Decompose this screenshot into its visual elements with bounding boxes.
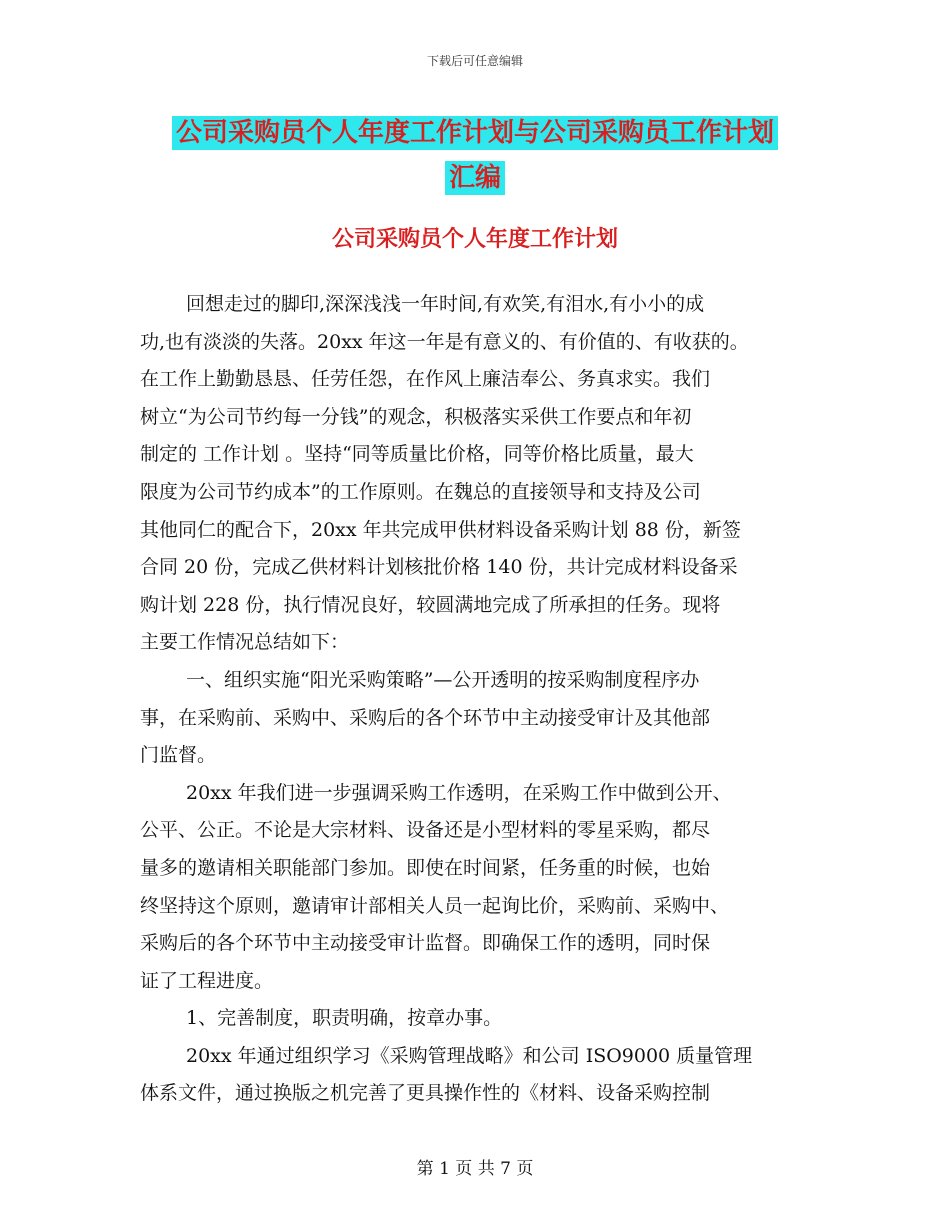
text-line: 制定的 工作计划 。坚持“同等质量比价格，同等价格比质量，最大 [140, 443, 694, 466]
page-footer: 第 1 页 共 7 页 [416, 1159, 534, 1179]
text-line: 树立“为公司节约每一分钱”的观念，积极落实采供工作要点和年初 [140, 405, 692, 428]
title-highlight: 汇编 [445, 161, 505, 195]
text-line: 回想走过的脚印,深深浅浅一年时间,有欢笑,有泪水,有小小的成 [186, 293, 705, 315]
text-line: 20xx 年我们进一步强调采购工作透明，在采购工作中做到公开、 [186, 781, 732, 804]
text-line: 在工作上勤勤恳恳、任劳任怨，在作风上廉洁奉公、务真求实。我们 [140, 368, 711, 391]
document-title-line-2 [0, 157, 950, 194]
section-title: 公司采购员个人年度工作计划 [331, 227, 618, 252]
text-line: 采购后的各个环节中主动接受审计监督。即确保工作的透明，同时保 [140, 932, 711, 955]
text-line: 事，在采购前、采购中、采购后的各个环节中主动接受审计及其他部 [140, 706, 711, 729]
document-title-line-1 [0, 112, 950, 149]
text-line: 一、组织实施“阳光采购策略”—公开透明的按采购制度程序办 [186, 668, 700, 691]
text-line: 20xx 年通过组织学习《采购管理战略》和公司 ISO9000 质量管理 [186, 1044, 753, 1067]
text-line: 门监督。 [140, 744, 217, 767]
text-line: 其他同仁的配合下，20xx 年共完成甲供材料设备采购计划 88 份，新签 [140, 518, 741, 541]
text-line: 主要工作情况总结如下： [140, 631, 350, 654]
text-line: 1、完善制度，职责明确，按章办事。 [186, 1007, 503, 1030]
text-line: 公平、公正。不论是大宗材料、设备还是小型材料的零星采购，都尽 [140, 819, 711, 842]
text-line: 量多的邀请相关职能部门参加。即使在时间紧，任务重的时候，也始 [140, 856, 711, 879]
text-line: 限度为公司节约成本”的工作原则。在魏总的直接领导和支持及公司 [140, 480, 701, 503]
text-line: 购计划 228 份，执行情况良好，较圆满地完成了所承担的任务。现将 [140, 593, 721, 616]
text-line: 功,也有淡淡的失落。20xx 年这一年是有意义的、有价值的、有收获的。 [140, 330, 749, 353]
text-line: 终坚持这个原则，邀请审计部相关人员一起询比价，采购前、采购中、 [140, 894, 730, 917]
title-highlight: 公司采购员个人年度工作计划与公司采购员工作计划 [172, 116, 778, 150]
text-line: 合同 20 份，完成乙供材料计划核批价格 140 份，共计完成材料设备采 [140, 556, 738, 579]
body-text [140, 286, 820, 1113]
text-line: 证了工程进度。 [140, 969, 274, 992]
header-note: 下载后可任意编辑 [426, 54, 523, 68]
text-line: 体系文件，通过换版之机完善了更具操作性的《材料、设备采购控制 [140, 1082, 711, 1105]
